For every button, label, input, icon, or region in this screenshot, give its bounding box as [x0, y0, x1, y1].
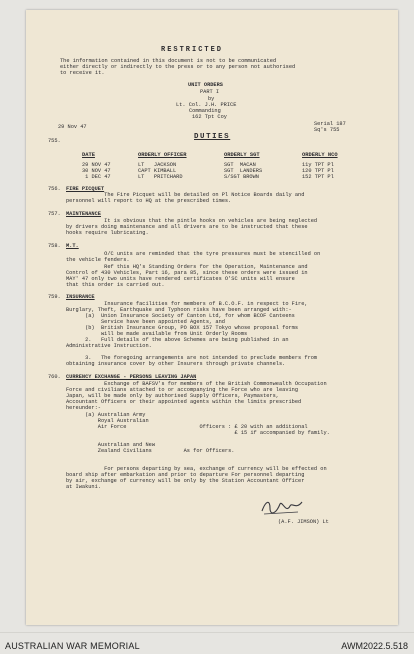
duty-row-3-date: 1 DEC 47 [82, 174, 111, 180]
signature-name: (A.F. JIMSON) Lt [278, 519, 329, 525]
duty-row-2-sgt: SGT LANDERS [224, 168, 263, 174]
para-760-title: CURRENCY EXCHANGE - PERSONS LEAVING JAPAN [66, 374, 197, 380]
duties-col-date: DATE [82, 152, 95, 158]
para-759-line-3: (a) Union Insurance Society of Canton Ltd, for whom BCOF Canteens [66, 313, 295, 319]
para-759-line-8: Administrative Instruction. [66, 343, 152, 349]
para-757-title: MAINTENANCE [66, 211, 101, 217]
duties-col-officer: ORDERLY OFFICER [138, 152, 187, 158]
duty-row-1-nco: 11y TPT Pl [302, 162, 334, 168]
signature-scribble [258, 496, 308, 518]
para-760-line-5: hereunder:- [66, 405, 101, 411]
para-756-line-2: personnel will report to HQ at the prescribed times. [66, 198, 232, 204]
para-760-line-7: Royal Australian [66, 418, 149, 424]
para-760-line-14: For persons departing by sea, exchange of currency will be effected on [66, 466, 327, 472]
para-759-line-4: Service have been appointed Agents, and [66, 319, 225, 325]
duty-row-2-officer: CAPT KIMBALL [138, 168, 177, 174]
duty-row-3-nco: 152 TPT Pl [302, 174, 334, 180]
para-757-line-2: by drivers doing maintenance and all drivers are to be instructed that these [66, 224, 308, 230]
para-758-number: 758. [48, 243, 61, 249]
para-759-line-10: 3. The foregoing arrangements are not intended to preclude members from [66, 355, 318, 361]
warning-line-3: to receive it. [60, 70, 105, 76]
para-759-line-11: obtaining insurance cover by other Insurers through private channels. [66, 361, 286, 367]
para-760-line-12: Zealand Civilians As for Officers. [66, 448, 235, 454]
commanding-text: Commanding [189, 108, 221, 114]
para-760-line-4: Accountant Officers or their appointed agents within the limits prescribed [66, 399, 302, 405]
para-758-line-2: the vehicle fenders. [66, 257, 130, 263]
para-759-line-5: (b) British Insurance Group, PO BOX 157 Tokyo whose proposal forms [66, 325, 299, 331]
para-759-line-6: will be made available from Unit Orderly Rooms [66, 331, 248, 337]
warning-line-2: either directly or indirectly to the press or to any person not authorised [60, 64, 296, 70]
warning-line-1: The information contained in this document is not to be communicated [60, 58, 277, 64]
para-759-line-2: Burglary, Theft, Earthquake and Typhoon risks have been arranged with:- [66, 307, 292, 313]
commander-name: Lt. Col. J.H. PRICE [176, 102, 237, 108]
duty-row-1-officer: LT JACKSON [138, 162, 177, 168]
para-760-line-17: at Iwakuni. [66, 484, 101, 490]
serial-sub: Sq's 755 [314, 127, 340, 133]
para-758-line-5: MAY' 47 only two units have rendered certificates O'SC units will ensure [66, 276, 295, 282]
para-757-line-1: It is obvious that the pintle hooks on vehicles are being neglected [66, 218, 318, 224]
para-758-line-4: Control of 430 Vehicles, Part 16, para 85, since these orders were issued in [66, 270, 308, 276]
duty-row-2-nco: 120 TPT Pl [302, 168, 334, 174]
footer-bar [0, 632, 414, 654]
para-760-line-16: by air, exchange of currency will be only by the Station Accountant Officer [66, 478, 305, 484]
duties-heading: DUTIES [194, 133, 231, 141]
para-760-line-6: (a) Australian Army [66, 412, 146, 418]
para-757-number: 757. [48, 211, 61, 217]
para-758-title: M.T. [66, 243, 79, 249]
para-758-line-1: O/C units are reminded that the tyre pressures must be stencilled on [66, 251, 321, 257]
para-760-line-8: Air Force Officers : £ 20 with an additional [66, 424, 308, 430]
para-759-number: 759. [48, 294, 61, 300]
duty-row-1-date: 29 NOV 47 [82, 162, 111, 168]
duty-row-3-officer: LT PRITCHARD [138, 174, 183, 180]
para-758-line-6: that this order is carried out. [66, 282, 165, 288]
orders-title: UNIT ORDERS [188, 82, 223, 88]
classification-heading: RESTRICTED [161, 46, 224, 54]
document-page [26, 10, 398, 625]
para-758-line-3: Ref this HQ's Standing Orders for the Operation, Maintenance and [66, 264, 308, 270]
footer-accession-number: AWM2022.5.518 [341, 641, 408, 651]
duties-col-nco: ORDERLY NCO [302, 152, 338, 158]
duty-row-3-sgt: S/SGT BROWN [224, 174, 259, 180]
para-760-line-2: Force and civilians attached to or accompanying the Force who are leaving [66, 387, 299, 393]
para-759-title: INSURANCE [66, 294, 95, 300]
para-760-line-15: board ship after embarkation and prior to departure For personnel departing [66, 472, 305, 478]
para-760-number: 760. [48, 374, 61, 380]
by-text: by [208, 96, 215, 102]
orders-sub: PART I [200, 89, 220, 95]
order-date: 29 Nov 47 [58, 124, 87, 130]
para-757-line-3: hooks require lubricating. [66, 230, 149, 236]
duty-row-1-sgt: SGT MACAN [224, 162, 256, 168]
para-760-line-9: £ 15 if accompanied by family. [66, 430, 330, 436]
duties-col-sgt: ORDERLY SGT [224, 152, 260, 158]
para-756-title: FIRE PICQUET [66, 186, 105, 192]
para-755-number: 755. [48, 138, 61, 144]
duty-row-2-date: 30 NOV 47 [82, 168, 111, 174]
unit-name: 162 Tpt Coy [192, 114, 227, 120]
para-760-line-1: Exchange of BAFSV's for members of the British Commonwealth Occupation [66, 381, 327, 387]
para-759-line-7: 2. Full details of the above Schemes are being published in an [66, 337, 289, 343]
serial-number: Serial 187 [314, 121, 346, 127]
para-760-line-11: Australian and New [66, 442, 156, 448]
footer-institution: AUSTRALIAN WAR MEMORIAL [5, 641, 140, 651]
para-760-line-3: Japan, will be made only by authorised Supply Officers, Paymasters, [66, 393, 279, 399]
para-759-line-1: Insurance facilities for members of B.C.O.F. in respect to Fire, [66, 301, 308, 307]
para-756-line-1: The Fire Picquet will be detailed on Pl Notice Boards daily and [66, 192, 305, 198]
para-756-number: 756. [48, 186, 61, 192]
